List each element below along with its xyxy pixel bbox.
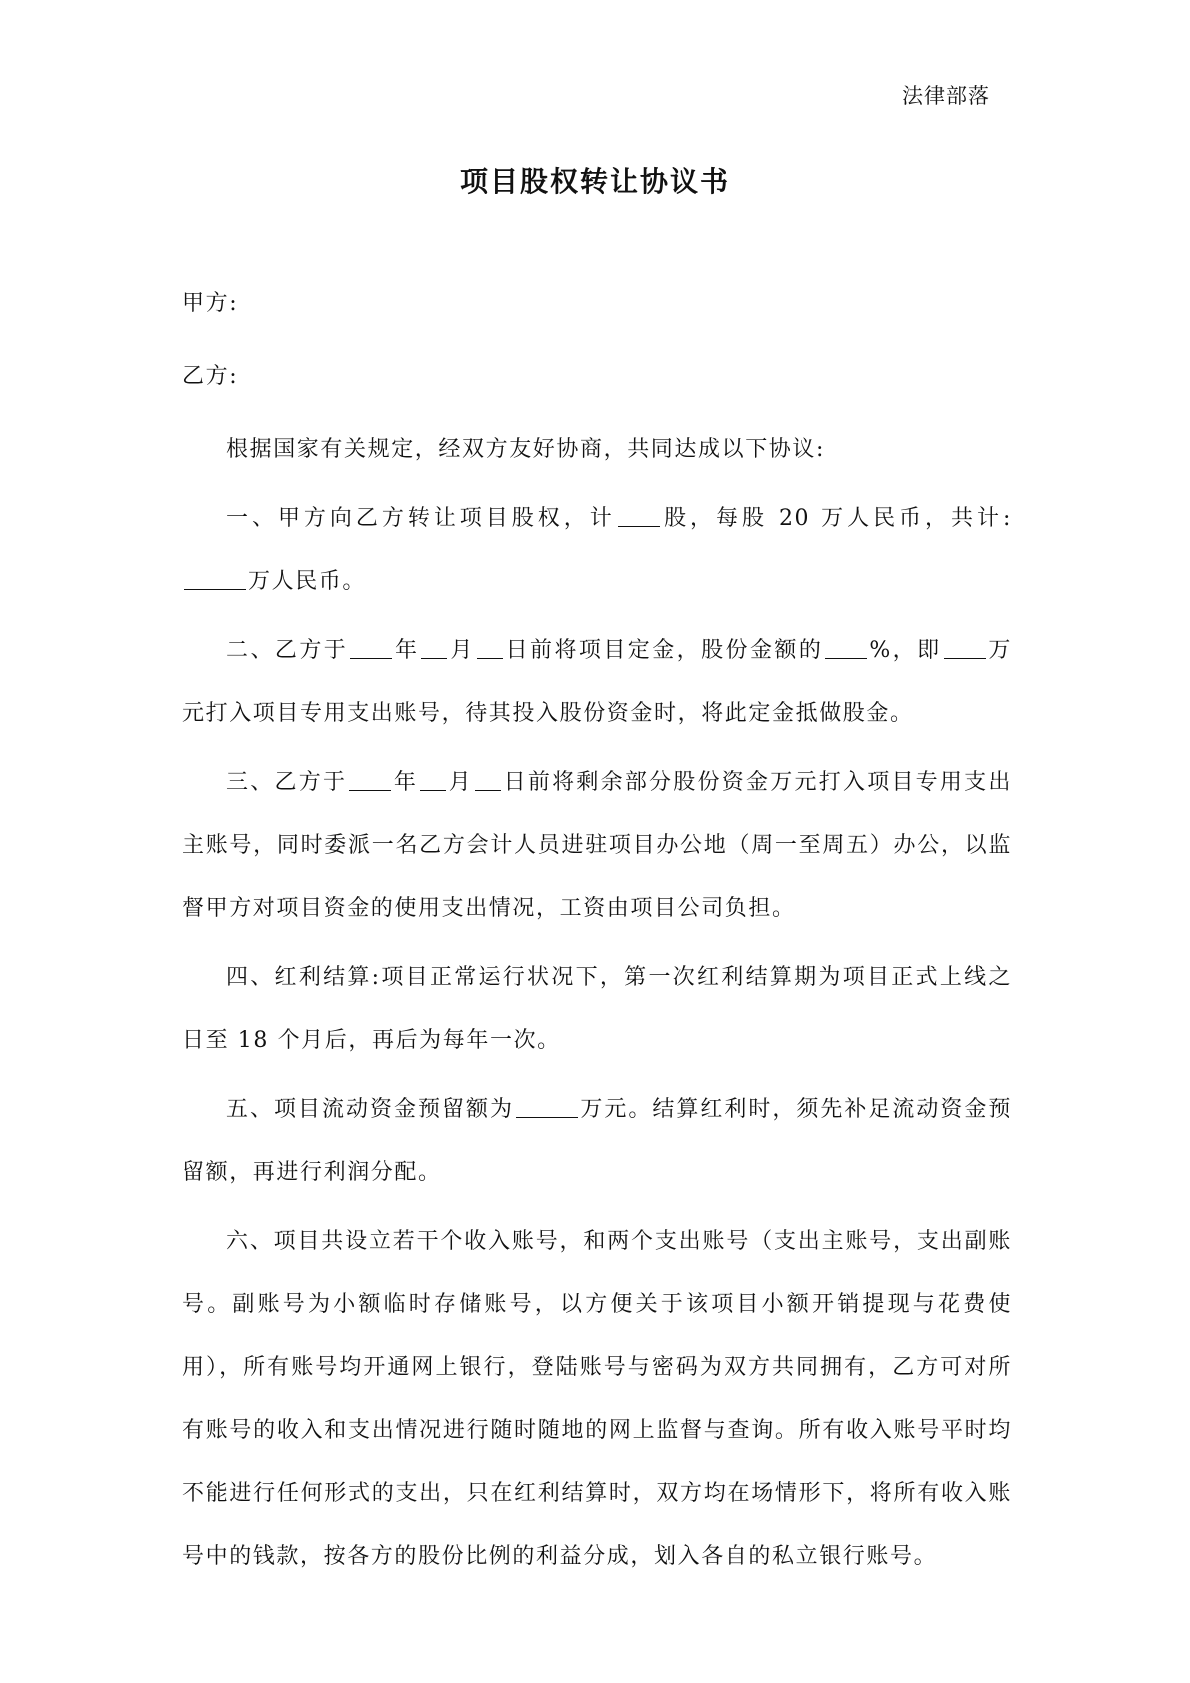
year-blank: [350, 638, 392, 659]
clause-2: [182, 619, 1012, 745]
month-blank: [420, 770, 446, 791]
clause-3: [182, 751, 1012, 940]
year-blank: [349, 770, 391, 791]
clause-2-text-a: 二、乙方于: [226, 638, 349, 663]
clause-1-text-b: 股，每股 20 万人民币，共计:: [661, 506, 1012, 531]
day-blank: [477, 638, 503, 659]
percent-blank: [825, 638, 867, 659]
clause-5-text-b: 万元。结算红利时，须先补足流动资金预留额，再进行利润分配。: [182, 1097, 1012, 1185]
clause-3-text-d: 日前将剩余部分股份资金万元打入项目专用支出主账号，同时委派一名乙方会计人员进驻项目办公地（周一至周五）办公，以监督甲方对项目资金的使用支出情况，工资由项目公司负担。: [182, 770, 1012, 921]
clause-3-text-a: 三、乙方于: [226, 770, 348, 795]
clause-6: 六、项目共设立若干个收入账号，和两个支出账号（支出主账号，支出副账号。副账号为小额临时存储账号，以方便关于该项目小额开销提现与花费使用），所有账号均开通网上银行，登陆账号与密码为双方共同拥有，乙方可对所有账号的收入和支出情况进行随时随地的网上监督与查询。所有收入账号平时均不能进行任何形式的支出，只在红利结算时，双方均在场情形下，将所有收入账号中的钱款，按各方的股份比例的利益分成，划入各自的私立银行账号。: [182, 1229, 1012, 1569]
clause-1-text-c: 万人民币。: [248, 569, 367, 594]
intro-paragraph: 根据国家有关规定，经双方友好协商，共同达成以下协议:: [226, 437, 826, 462]
reserve-amount-blank: [516, 1097, 578, 1118]
clause-1-text-a: 一、甲方向乙方转让项目股权，计: [226, 506, 616, 531]
clause-5-text-a: 五、项目流动资金预留额为: [226, 1097, 514, 1122]
clause-2-text-d: 日前将项目定金，股份金额的: [504, 638, 824, 663]
total-amount-blank: [184, 569, 246, 590]
party-a-line: 甲方:: [182, 291, 239, 316]
clause-3-text-c: 月: [448, 770, 473, 795]
document-title: 项目股权转让协议书: [459, 165, 730, 198]
source-label: 法律部落: [902, 84, 990, 108]
deposit-amount-blank: [944, 638, 986, 659]
clause-2-text-c: 月: [449, 638, 475, 663]
clause-4: 四、红利结算:项目正常运行状况下，第一次红利结算期为项目正式上线之日至 18 个月后，再后为每年一次。: [182, 965, 1012, 1053]
clause-2-text-f: 万元打入项目专用支出账号，待其投入股份资金时，将此定金抵做股金。: [182, 638, 1012, 726]
clause-1: [182, 487, 1012, 613]
clause-3-text-b: 年: [393, 770, 419, 795]
clause-2-text-b: 年: [394, 638, 420, 663]
month-blank: [421, 638, 447, 659]
day-blank: [475, 770, 501, 791]
clause-2-text-e: %，即: [869, 638, 942, 663]
share-count-blank: [618, 506, 660, 527]
party-b-line: 乙方:: [182, 364, 239, 389]
document-body: [182, 272, 1012, 1594]
clause-5: [182, 1078, 1012, 1204]
